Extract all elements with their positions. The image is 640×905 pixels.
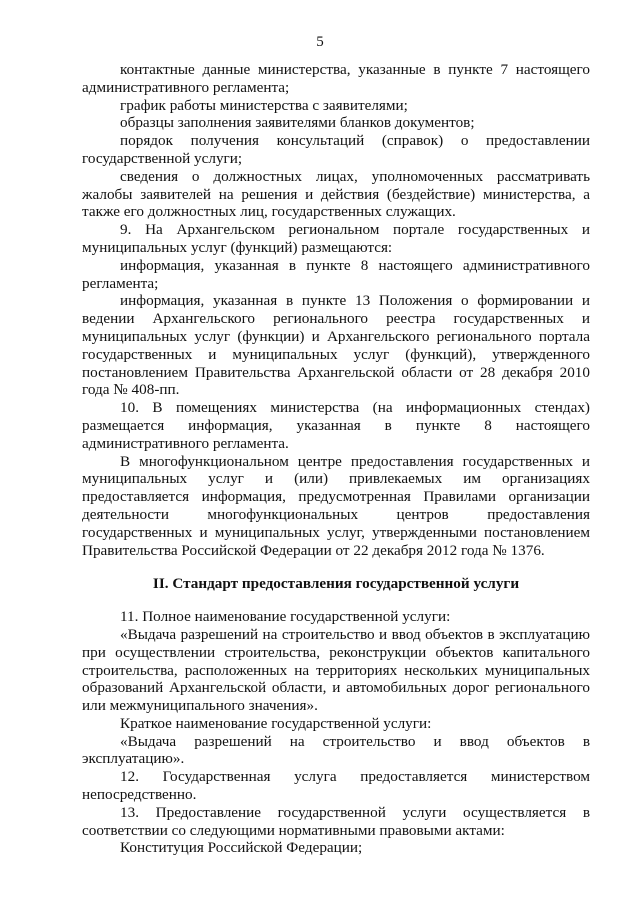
paragraph-item-12: 12. Государственная услуга предоставляется министерством непосредственно. [82, 768, 590, 804]
paragraph-short-name-label: Краткое наименование государственной услуги: [120, 714, 432, 732]
paragraph-officials-info: сведения о должностных лицах, уполномоченных рассматривать жалобы заявителей на решения и действия (бездействие) министерства, а также его должностных лиц, государственных служащих. [82, 167, 590, 221]
paragraph-consultation-procedure: порядок получения консультаций (справок) о предоставлении государственной услуги; [82, 132, 590, 167]
paragraph-item-11: 11. Полное наименование государственной услуги: [120, 608, 451, 626]
paragraph-item-13: 13. Предоставление государственной услуги осуществляется в соответствии со следующими нормативными правовыми актами: [82, 803, 590, 839]
paragraph-item-9-info-1: информация, указанная в пункте 8 настоящего административного регламента; [82, 256, 590, 292]
paragraph-contact-info: контактные данные министерства, указанные в пункте 7 настоящего административного регламента; [82, 61, 590, 96]
paragraph-item-10: 10. В помещениях министерства (на информационных стендах) размещается информация, указанная в пункте 8 настоящего административного регламента. [82, 399, 590, 452]
document-body [82, 61, 590, 857]
paragraph-constitution: Конституция Российской Федерации; [120, 839, 363, 857]
paragraph-item-9: 9. На Архангельском региональном портале государственных и муниципальных услуг (функций) размещаются: [82, 221, 590, 256]
paragraph-work-schedule: график работы министерства с заявителями; [120, 96, 408, 114]
page-number: 5 [316, 34, 324, 50]
paragraph-item-9-info-2: информация, указанная в пункте 13 Положения о формировании и ведении Архангельского регионального реестра государственных и муниципальных услуг (функции) и Архангельского регионального портала государственных и муниципальных услуг (функций), утвержденного постановлением Правительства Архангельской области от 28 декабря 2010 года № 408-пп. [82, 292, 590, 399]
paragraph-short-service-name: «Выдача разрешений на строительство и ввод объектов в эксплуатацию». [82, 732, 590, 768]
paragraph-form-samples: образцы заполнения заявителями бланков документов; [120, 114, 475, 132]
paragraph-mfc-info: В многофункциональном центре предоставления государственных и муниципальных услуг и (или) привлекаемых им организациях предоставляется информация, предусмотренная Правилами организации деятельности многофункциональных центров предоставления государственных и муниципальных услуг, утвержденными постановлением Правительства Российской Федерации от 22 декабря 2012 года № 1376. [82, 452, 590, 559]
section-heading: II. Стандарт предоставления государственной услуги [152, 575, 520, 593]
paragraph-full-service-name: «Выдача разрешений на строительство и ввод объектов в эксплуатацию при осуществлении строительства, реконструкции объектов капитального строительства, расположенных на территориях нескольких муниципальных образований Архангельской области, и автомобильных дорог регионального или межмуниципального значения». [82, 625, 590, 715]
